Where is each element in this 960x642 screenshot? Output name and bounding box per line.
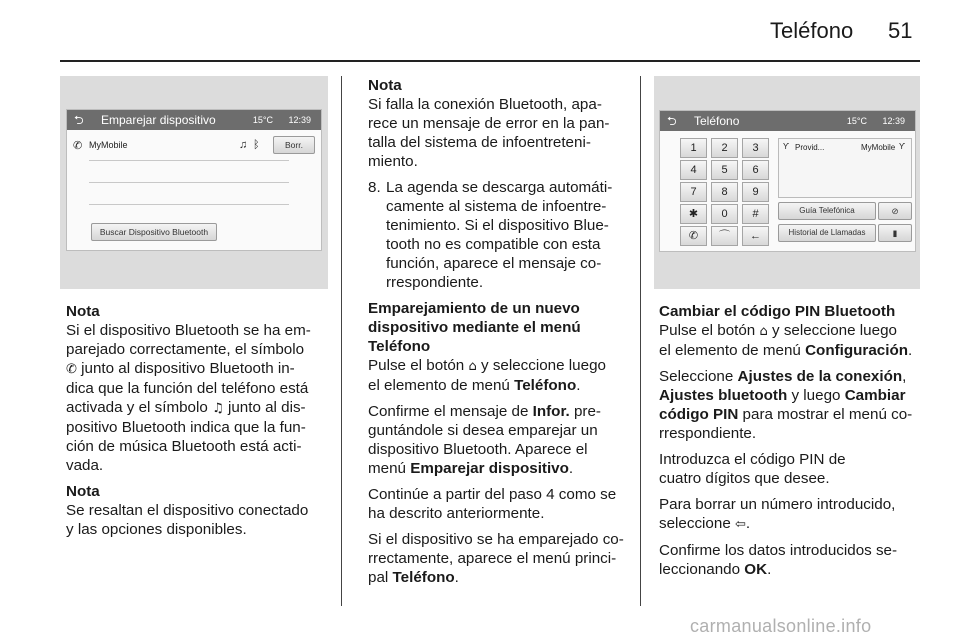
body-text: rrespondiente. (659, 425, 757, 442)
body-text: Si el dispositivo se ha emparejado co- (368, 531, 624, 548)
step-text: camente al sistema de infoentre- (386, 198, 607, 215)
body-text: y seleccione luego (772, 322, 897, 339)
menu-item-name: Teléfono (392, 569, 455, 586)
body-text: Confirme el mensaje de (368, 403, 529, 420)
body-text: y luego (791, 387, 841, 404)
step-text: tenimiento. Si el dispositivo Blue- (386, 217, 609, 234)
mute-mic-icon: ⊘ (891, 206, 899, 216)
page-number: 51 (888, 18, 913, 43)
menu-item-name: Teléfono (514, 377, 577, 394)
backspace-icon: ⇦ (735, 517, 746, 532)
handset-mode-button[interactable] (878, 224, 912, 242)
note-text: dica que la función del teléfono está (66, 380, 309, 397)
backspace-icon: ← (750, 230, 761, 242)
clock-display: 12:39 (882, 116, 905, 126)
column-divider-1 (341, 76, 342, 606)
phone-icon: ✆ (688, 230, 699, 242)
body-text: Para borrar un número introducido, (659, 496, 896, 513)
note-text: junto al dis- (227, 399, 306, 416)
keypad-key[interactable]: ✱ (680, 204, 707, 224)
note-text: y las opciones disponibles. (66, 521, 247, 538)
pairing-title-bar (67, 110, 321, 130)
hang-up-button[interactable] (711, 226, 738, 246)
body-text: y seleccione luego (481, 357, 606, 374)
step-text: tooth no es compatible con esta (386, 236, 601, 253)
body-text: Pulse el botón (368, 357, 465, 374)
menu-item-name: Configuración (805, 342, 909, 359)
phone-symbol-icon: ✆ (66, 362, 77, 377)
menu-item-name: Ajustes de la conexión (737, 368, 903, 385)
body-text: seleccione (659, 515, 731, 532)
signal-icon: Ƴ (783, 142, 790, 151)
step-number: 8. (368, 179, 381, 196)
column-1 (66, 302, 336, 546)
section-heading: Teléfono (368, 338, 431, 355)
clock-display: 12:39 (288, 115, 311, 125)
section-heading: dispositivo mediante el menú (368, 319, 581, 336)
phone-title-bar (660, 111, 915, 131)
keypad-key[interactable]: 8 (711, 182, 738, 202)
body-text: pre- (573, 403, 601, 420)
body-text: Introduzca el código PIN de (659, 451, 846, 468)
keypad-key[interactable]: 4 (680, 160, 707, 180)
contacts-button[interactable]: Guía Telefónica (778, 202, 876, 220)
keypad-key[interactable]: 0 (711, 204, 738, 224)
device-name: MyMobile (861, 143, 896, 152)
note-title: Nota (368, 77, 402, 94)
phone-screen-title: Teléfono (694, 114, 740, 128)
column-3: Cambiar el código PIN Bluetooth Pulse el botón ⌂ y seleccione luego el elemento de menú Configuración. Seleccione Ajustes de la conexión, Ajustes bluetooth y luego Cambiar código PIN para mostrar el menú co- rrespondiente. Introduzca el código PIN de cuatro dígitos que desee. Para borrar un número introducido, seleccione ⇦. Confirme los datos introducidos se- leccionando OK. (659, 303, 913, 578)
note-text: talla del sistema de infoentreteni- (368, 134, 591, 151)
search-bluetooth-device-button[interactable]: Buscar Dispositivo Bluetooth (91, 223, 217, 241)
note-text: activada y el símbolo (66, 399, 208, 416)
screenshot-pairing (60, 76, 328, 289)
body-text: el elemento de menú (659, 342, 801, 359)
back-arrow-icon[interactable]: ⮌ (667, 114, 677, 128)
column-2: Nota Si falla la conexión Bluetooth, apa- rece un mensaje de error en la pan- talla del sistema de infoentreteni- miento. 8. La agenda se descarga automáti- camente al sistema de infoentre- tenimiento. Si el dispositivo Blue- tooth no es compatible con esta función, aparece el mensaje co- rrespondiente. Emparejamiento de un nuevo dispositivo mediante el menú Teléfono Pulse el botón ⌂ y seleccione luego el elemento de menú Teléfono. Confirme el mensaje de Infor. pre- guntándole si desea emparejar un dispositivo Bluetooth. Aparece el menú Emparejar dispositivo. Continúe a partir del paso 4 como se ha descrito anteriormente. Si el dispositivo se ha emparejado co- rrectamente, aparece el menú princi- pal Teléfono. (368, 76, 634, 594)
menu-item-name: código PIN (659, 406, 739, 423)
note-title: Nota (66, 483, 100, 500)
note-text: miento. (368, 153, 418, 170)
body-text: rrectamente, aparece el menú princi- (368, 550, 617, 567)
body-text: Seleccione (659, 368, 734, 385)
note-text: junto al dispositivo Bluetooth in- (81, 360, 295, 377)
hang-up-icon: ⌒ (719, 230, 730, 242)
phone-icon: ✆ (73, 140, 83, 152)
note-text: rece un mensaje de error en la pan- (368, 115, 610, 132)
keypad-key[interactable]: 9 (742, 182, 769, 202)
watermark: carmanualsonline.info (690, 616, 872, 636)
note-text: ción de música Bluetooth está acti- (66, 438, 302, 455)
body-text: leccionando (659, 561, 741, 578)
note-text: parejado correctamente, el símbolo (66, 341, 305, 358)
keypad-key[interactable]: 7 (680, 182, 707, 202)
list-divider (89, 182, 289, 183)
back-arrow-icon[interactable]: ⮌ (74, 113, 84, 127)
step-text: rrespondiente. (386, 274, 484, 291)
menu-item-name: Emparejar dispositivo (410, 460, 569, 477)
body-text: Continúe a partir del paso 4 como se (368, 486, 617, 503)
keypad-key[interactable]: 6 (742, 160, 769, 180)
menu-item-name: Ajustes bluetooth (659, 387, 788, 404)
music-symbol-icon: ♫ (212, 401, 224, 416)
pairing-screen-title: Emparejar dispositivo (101, 113, 216, 127)
keypad-key[interactable]: 1 (680, 138, 707, 158)
page-header-title: Teléfono (770, 18, 854, 43)
step-text: función, aparece el mensaje co- (386, 255, 602, 272)
keypad-key[interactable]: 2 (711, 138, 738, 158)
note-text: vada. (66, 457, 104, 474)
body-text: el elemento de menú (368, 377, 510, 394)
pairing-screen (66, 109, 322, 251)
home-icon: ⌂ (759, 324, 768, 339)
provider-label: Provid... (795, 143, 825, 152)
signal-icon: Ƴ (899, 142, 906, 151)
body-text: pal (368, 569, 389, 586)
body-text: menú (368, 460, 406, 477)
body-text: Pulse el botón (659, 322, 756, 339)
column-divider-2 (640, 76, 641, 606)
provider-panel (778, 138, 912, 198)
list-divider (89, 160, 289, 161)
note-title: Nota (66, 303, 100, 320)
step-text: La agenda se descarga automáti- (386, 179, 613, 196)
screenshot-phone-menu (654, 76, 920, 289)
body-text: para mostrar el menú co- (742, 406, 913, 423)
note-text: Si falla la conexión Bluetooth, apa- (368, 96, 602, 113)
body-text: dispositivo Bluetooth. Aparece el (368, 441, 588, 458)
menu-item-name: Infor. (532, 403, 570, 420)
note-text: Si el dispositivo Bluetooth se ha em- (66, 322, 311, 339)
body-text: cuatro dígitos que desee. (659, 470, 830, 487)
backspace-button[interactable] (742, 226, 769, 246)
mute-button[interactable] (878, 202, 912, 220)
header-rule (60, 60, 920, 62)
keypad-key[interactable]: 3 (742, 138, 769, 158)
section-heading: Cambiar el código PIN Bluetooth (659, 303, 896, 320)
bluetooth-icon: ᛒ (253, 139, 260, 151)
temperature-display: 15°C (252, 115, 273, 125)
handset-icon: ▮ (892, 228, 898, 238)
note-text: Se resaltan el dispositivo conectado (66, 502, 309, 519)
home-icon: ⌂ (468, 359, 477, 374)
music-note-icon: ♫ (239, 139, 248, 151)
device-name[interactable]: MyMobile (89, 140, 128, 150)
note-text: positivo Bluetooth indica que la fun- (66, 419, 306, 436)
keypad-key[interactable]: 5 (711, 160, 738, 180)
menu-item-name: OK (744, 561, 768, 578)
keypad-key[interactable]: # (742, 204, 769, 224)
body-text: Confirme los datos introducidos se- (659, 542, 898, 559)
delete-device-button[interactable]: Borr. (273, 136, 315, 154)
temperature-display: 15°C (846, 116, 867, 126)
body-text: guntándole si desea emparejar un (368, 422, 598, 439)
list-divider (89, 204, 289, 205)
call-history-button[interactable]: Historial de Llamadas (778, 224, 876, 242)
step-8 (368, 178, 634, 292)
body-text: ha descrito anteriormente. (368, 505, 545, 522)
section-heading: Emparejamiento de un nuevo (368, 300, 580, 317)
menu-item-name: Cambiar (844, 387, 906, 404)
call-button[interactable] (680, 226, 707, 246)
phone-screen (659, 110, 916, 252)
